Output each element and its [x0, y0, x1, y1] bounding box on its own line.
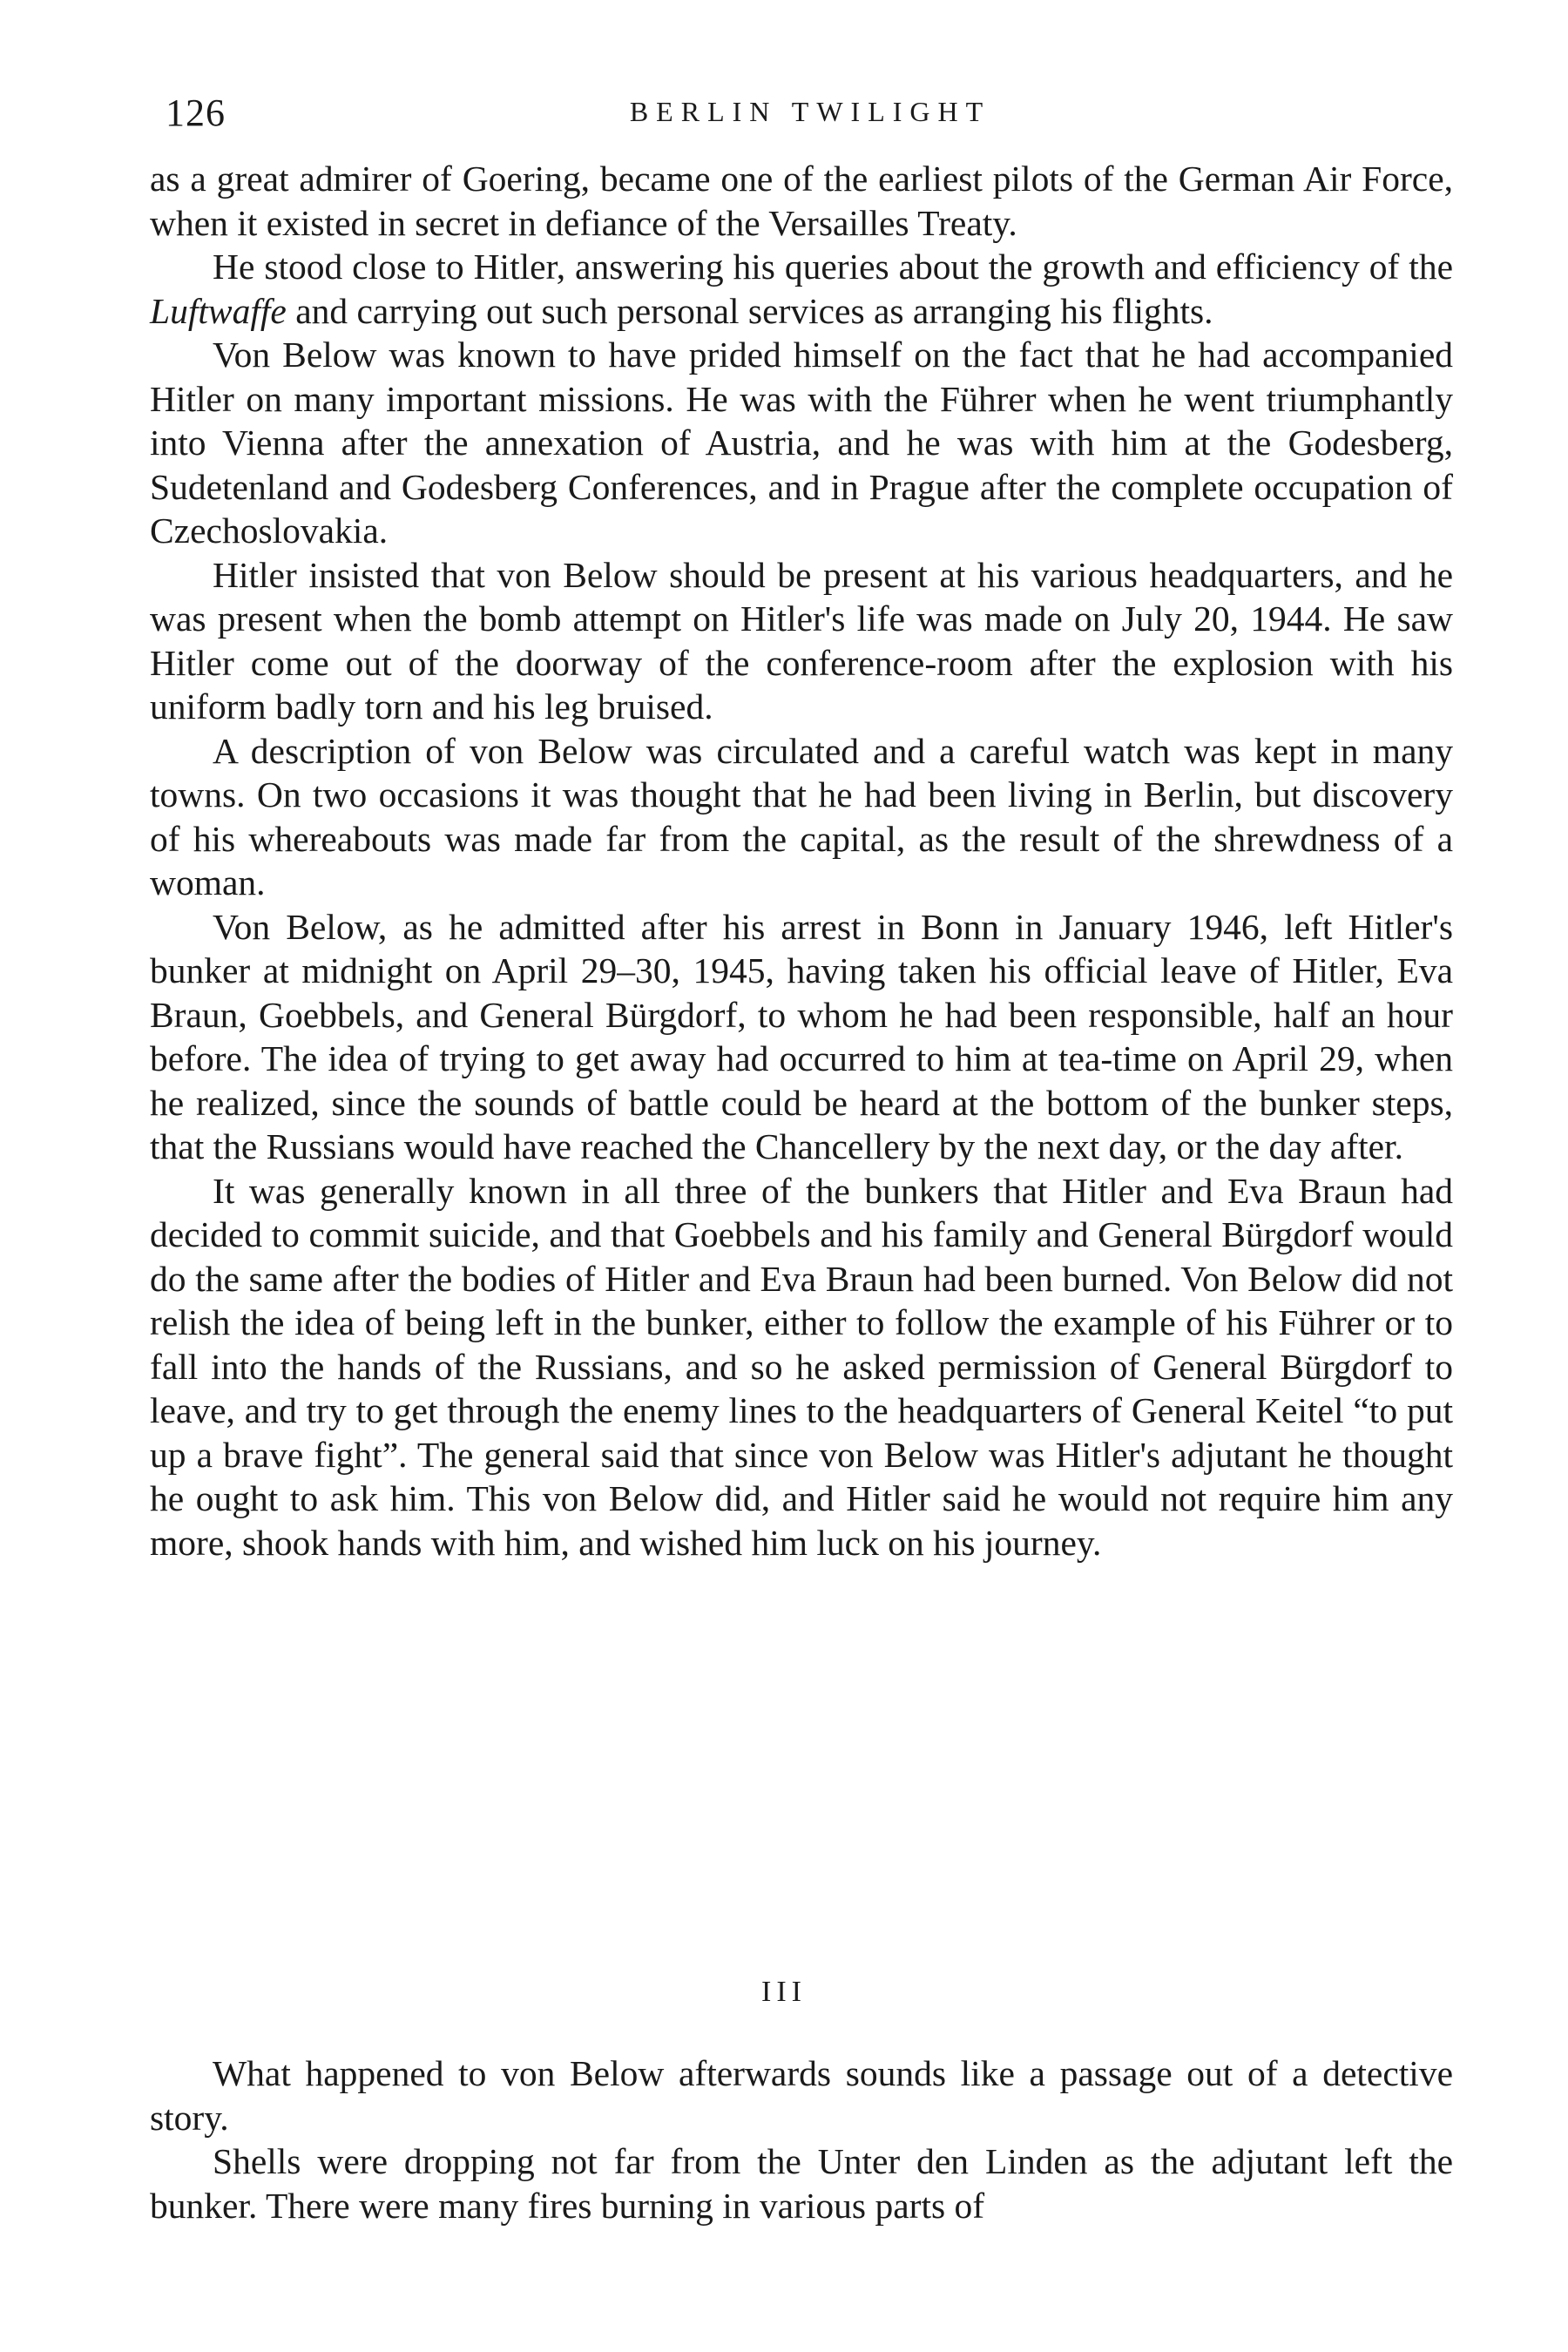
paragraph: What happened to von Below afterwards sounds like a passage out of a detective story. — [150, 2053, 1453, 2138]
section-text — [150, 2051, 1453, 2227]
page-number: 126 — [166, 91, 226, 134]
paragraph: It was generally known in all three of the bunkers that Hitler and Eva Braun had decided to commit suicide, and that Goebbels and his family and General Bürgdorf would do the same after the bodies of Hitler and Eva Braun had been burned. Von Below did not relish the idea of being left in the bunker, either to follow the example of his Führer or to fall into the hands of the Russians, and so he asked permission of General Bürgdorf to leave, and try to get through the enemy lines to the headquarters of General Keitel “to put up a brave fight”. The general said that since von Below was Hitler's adjutant he thought he ought to ask him. This von Below did, and Hitler said he would not require him any more, shook hands with him, and wished him luck on his journey. — [150, 1170, 1453, 1563]
paragraph — [150, 245, 1453, 333]
paragraph: A description of von Below was circulated and a careful watch was kept in many towns. On two occasions it was thought that he had been living in Berlin, but discovery of his whereabouts was made far from the capital, as the result of the shrewdness of a woman. — [150, 730, 1453, 902]
main-text — [150, 157, 1453, 1565]
italic-term: Luftwaffe — [150, 290, 287, 331]
paragraph-text: He stood close to Hitler, answering his queries about the growth and efficiency of the — [213, 247, 1453, 287]
book-title: BERLIN TWILIGHT — [629, 96, 991, 127]
paragraph: as a great admirer of Goering, became one of the earliest pilots of the German Air Force, when it existed in secret in defiance of the Versailles Treaty. — [150, 159, 1453, 243]
paragraph-text: and carrying out such personal services as arranging his flights. — [286, 290, 1213, 331]
section-number: III — [761, 1976, 807, 2008]
paragraph: Von Below, as he admitted after his arrest in Bonn in January 1946, left Hitler's bunker at midnight on April 29–30, 1945, having taken his official leave of Hitler, Eva Braun, Goebbels, and General Bürgdorf, to whom he had been responsible, half an hour before. The idea of trying to get away had occurred to him at tea-time on April 29, when he realized, since the sounds of battle could be heard at the bottom of the bunker steps, that the Russians would have reached the Chancellery by the next day, or the day after. — [150, 906, 1453, 1166]
paragraph: Von Below was known to have prided himself on the fact that he had accompanied Hitler on many important missions. He was with the Führer when he went triumphantly into Vienna after the annexation of Austria, and he was with him at the Godesberg, Sudetenland and Godesberg Conferences, and in Prague after the complete occupation of Czechoslovakia. — [150, 335, 1453, 551]
paragraph: Shells were dropping not far from the Unter den Linden as the adjutant left the bunker. There were many fires burning in various parts of — [150, 2141, 1453, 2226]
running-head — [166, 91, 1455, 134]
paragraph: Hitler insisted that von Below should be present at his various headquarters, and he was present when the bomb attempt on Hitler's life was made on July 20, 1944. He saw Hitler come out of the doorway of the conference-room after the explosion with his uniform badly torn and his leg bruised. — [150, 554, 1453, 727]
